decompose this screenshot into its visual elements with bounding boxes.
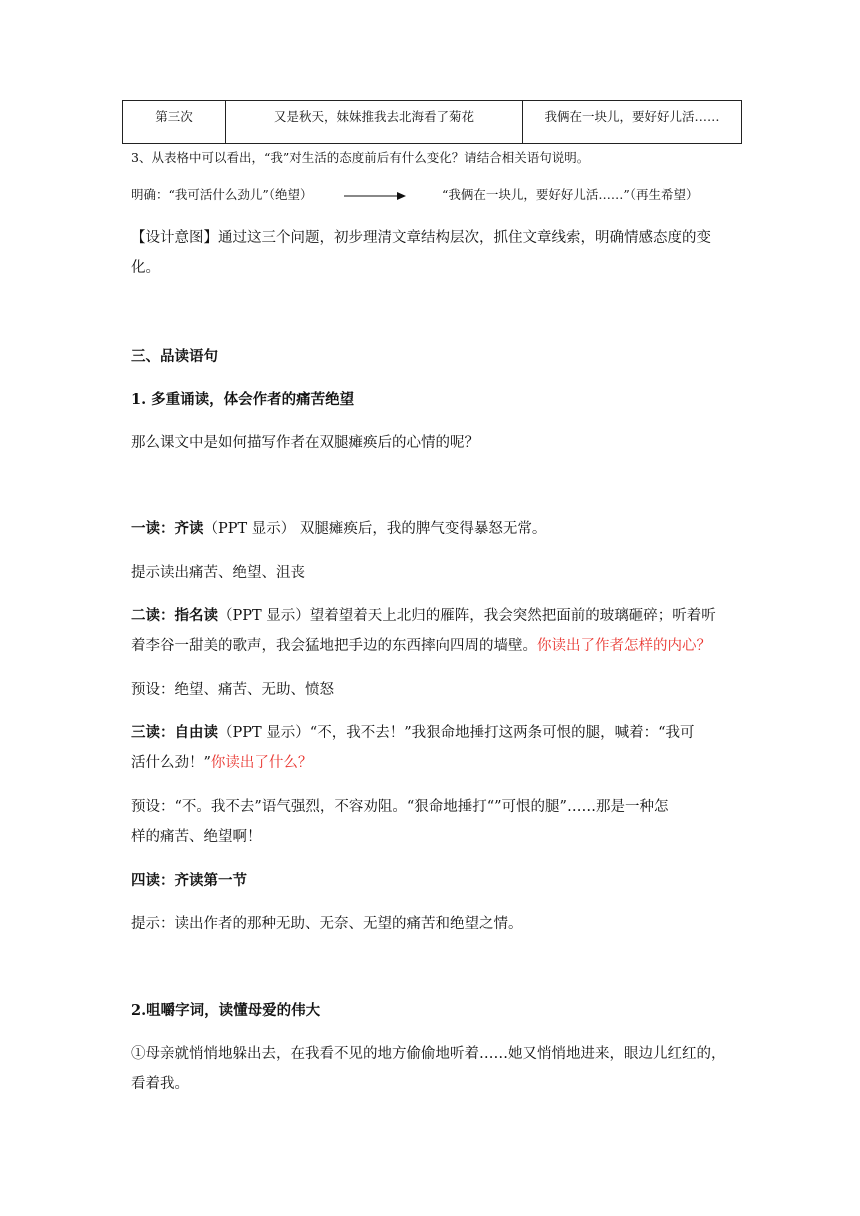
table-row [123, 101, 742, 144]
quote-1-line2: 看着我。 [131, 1076, 189, 1092]
read-2-line1 [131, 604, 716, 625]
read-3-line2 [131, 751, 312, 772]
mingque-left: 明确：“我可活什么劲儿”（绝望） [131, 187, 313, 202]
design-intent-line2: 化。 [131, 260, 160, 276]
read-3-text2: 活什么劲！” [131, 755, 211, 771]
read-2-text2: 着李谷一甜美的歌声，我会猛地把手边的东西摔向四周的墙壁。 [131, 638, 537, 654]
mingque-right: “我俩在一块儿，要好好儿活……”（再生希望） [442, 187, 699, 202]
read-1-text: 双腿瘫痪后，我的脾气变得暴怒无常。 [295, 521, 547, 537]
read-2-text1: 望着望着天上北归的雁阵，我会突然把面前的玻璃砸碎；听着听 [309, 608, 716, 624]
subsection-heading-1: 1. 多重诵读，体会作者的痛苦绝望 [131, 391, 355, 408]
read-3-line1 [131, 721, 695, 742]
read-4: 四读：齐读第一节 [131, 872, 247, 889]
read-2-label: 二读：指名读 [131, 607, 218, 624]
question-3: 3、从表格中可以看出，“我”对生活的态度前后有什么变化？请结合相关语句说明。 [131, 150, 590, 165]
section-heading: 三、品读语句 [131, 348, 218, 365]
read-3-ppt: （PPT 显示） [218, 725, 310, 741]
intro-question: 那么课文中是如何描写作者在双腿瘫痪后的心情的呢？ [131, 435, 479, 451]
quote-1-line1: ①母亲就悄悄地躲出去，在我看不见的地方偷偷地听着……她又悄悄地进来，眼边儿红红的， [131, 1046, 726, 1062]
subsection-heading-2: 2.咀嚼字词，读懂母爱的伟大 [131, 1002, 321, 1019]
table-cell-order: 第三次 [123, 101, 226, 144]
read-3-text1: “不，我不去！”我狠命地捶打这两条可恨的腿，喊着：“我可 [309, 725, 695, 741]
preset-2-line1: 预设：“不。我不去”语气强烈，不容劝阻。“狠命地捶打“”可恨的腿”……那是一种怎 [131, 799, 669, 815]
comparison-table [122, 100, 742, 144]
arrow-right-icon [344, 190, 406, 202]
read-1-label: 一读：齐读 [131, 520, 204, 537]
read-2-ppt: （PPT 显示） [218, 608, 310, 624]
hint-2: 提示：读出作者的那种无助、无奈、无望的痛苦和绝望之情。 [131, 916, 523, 932]
read-1-ppt: （PPT 显示） [203, 521, 296, 537]
preset-1: 预设：绝望、痛苦、无助、愤怒 [131, 682, 334, 698]
read-3-question: 你读出了什么？ [210, 755, 313, 771]
read-3-label: 三读：自由读 [131, 724, 218, 741]
table-cell-attitude: 我俩在一块儿，要好好儿活…… [523, 101, 742, 144]
preset-2-line2: 样的痛苦、绝望啊！ [131, 829, 262, 845]
read-1 [131, 517, 546, 538]
read-2-line2 [131, 634, 711, 655]
hint-1: 提示读出痛苦、绝望、沮丧 [131, 565, 305, 581]
read-2-question: 你读出了作者怎样的内心？ [537, 638, 711, 654]
table-cell-event: 又是秋天，妹妹推我去北海看了菊花 [226, 101, 523, 144]
design-intent-line1: 【设计意图】通过这三个问题，初步理清文章结构层次，抓住文章线索，明确情感态度的变 [131, 230, 711, 246]
